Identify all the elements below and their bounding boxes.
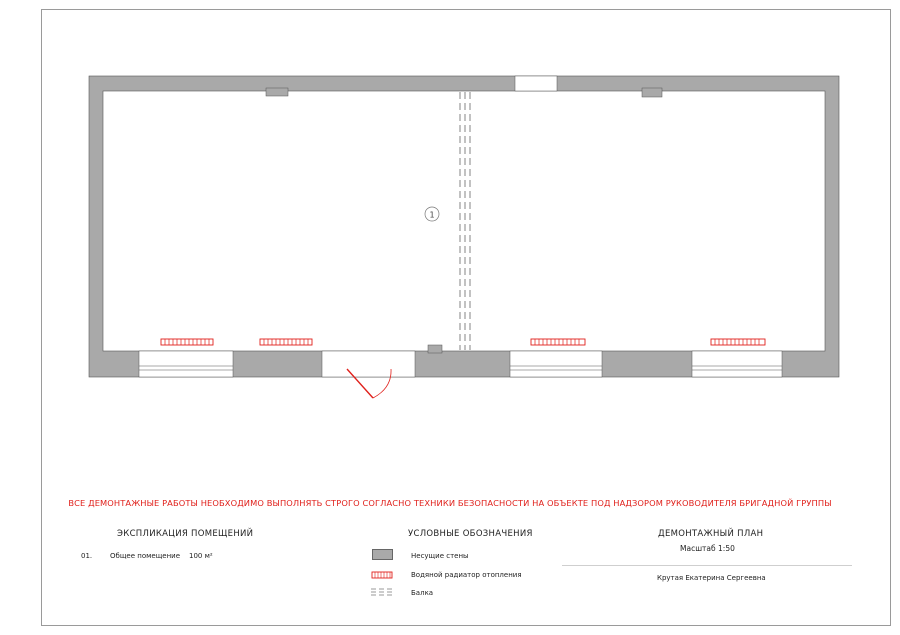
window — [510, 351, 602, 377]
plan-scale: Масштаб 1:50 — [680, 544, 735, 553]
beam-legend-icon — [371, 587, 395, 597]
room-row-name: Общее помещение — [110, 552, 181, 560]
top-opening — [515, 76, 557, 91]
window — [692, 351, 782, 377]
room-number-marker — [425, 207, 439, 221]
room-row-area: 100 м² — [189, 552, 213, 560]
legend-label-wall: Несущие стены — [411, 552, 469, 560]
safety-warning: ВСЕ ДЕМОНТАЖНЫЕ РАБОТЫ НЕОБХОДИМО ВЫПОЛНЯТЬ СТРОГО СОГЛАСНО ТЕХНИКИ БЕЗОПАСНОСТИ НА ОБЪЕКТЕ ПОД НАДЗОРОМ РУКОВОДИТЕЛЯ БРИГАДНОЙ ГРУППЫ — [68, 498, 832, 508]
legend-title: УСЛОВНЫЕ ОБОЗНАЧЕНИЯ — [408, 529, 533, 539]
author-name: Крутая Екатерина Сергеевна — [657, 574, 766, 582]
pilaster-right — [642, 88, 662, 97]
radiator — [711, 339, 765, 345]
pilaster-left — [266, 88, 288, 96]
stamp-divider — [562, 565, 852, 566]
room-interior — [103, 91, 825, 351]
wall-legend-icon — [372, 549, 393, 560]
plan-title: ДЕМОНТАЖНЫЙ ПЛАН — [658, 529, 764, 539]
radiator — [260, 339, 312, 345]
riser — [428, 345, 442, 353]
radiator — [531, 339, 585, 345]
legend-label-radiator: Водяной радиатор отопления — [411, 571, 522, 579]
window — [139, 351, 233, 377]
room-row-number: 01. — [81, 552, 93, 560]
explication-title: ЭКСПЛИКАЦИЯ ПОМЕЩЕНИЙ — [117, 529, 254, 539]
room-number: 1 — [429, 210, 435, 220]
radiator-legend-icon — [371, 571, 393, 579]
radiator — [161, 339, 213, 345]
entrance-door — [322, 351, 415, 398]
legend-label-beam: Балка — [411, 589, 434, 597]
